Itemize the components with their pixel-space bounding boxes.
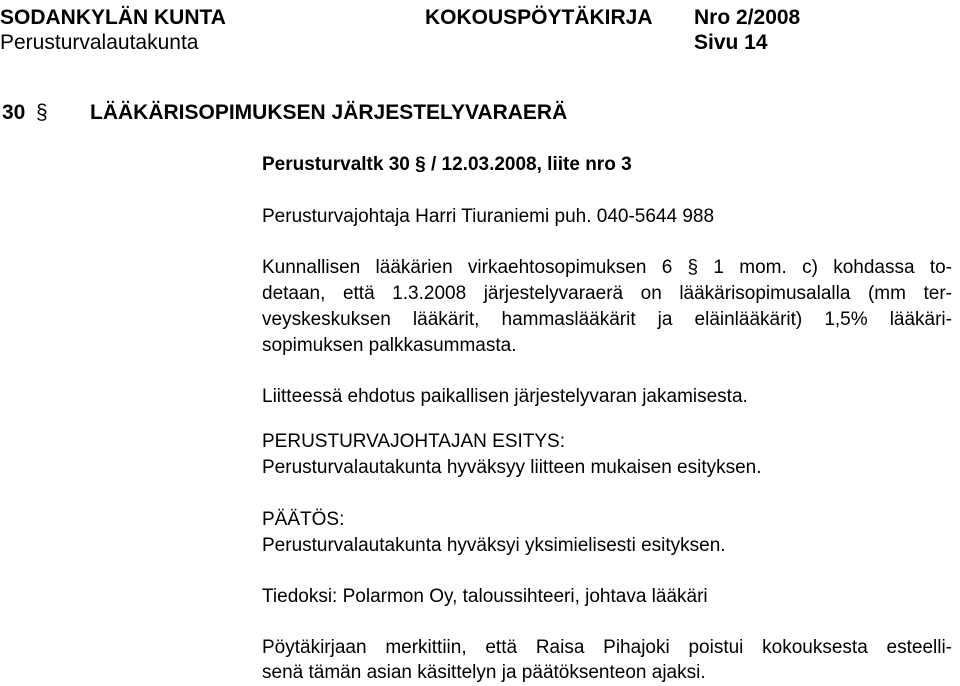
minutes-note-line: senä tämän asian käsittelyn ja päätöksenteon ajaksi. <box>262 662 706 683</box>
proposal-heading: PERUSTURVAJOHTAJAN ESITYS: <box>262 431 565 452</box>
body-line: Kunnallisen lääkärien virkaehtosopimuksen 6 § 1 mom. c) kohdassa to- <box>262 257 952 278</box>
distribution-line: Tiedoksi: Polarmon Oy, taloussihteeri, johtava lääkäri <box>262 586 708 607</box>
attachment-note: Liitteessä ehdotus paikallisen järjestelyvaran jakamisesta. <box>262 386 748 407</box>
committee-name: Perusturvalautakunta <box>0 31 199 54</box>
body-line: sopimuksen palkkasummasta. <box>262 335 517 356</box>
section-title: LÄÄKÄRISOPIMUKSEN JÄRJESTELYVARAERÄ <box>90 101 568 124</box>
contact-line: Perusturvajohtaja Harri Tiuraniemi puh. 040-5644 988 <box>262 206 715 227</box>
body-line: detaan, että 1.3.2008 järjestelyvaraerä on lääkärisopimusalalla (mm ter- <box>262 283 952 304</box>
page-number: Sivu 14 <box>694 31 768 54</box>
municipality-name: SODANKYLÄN KUNTA <box>0 6 226 29</box>
document-type: KOKOUSPÖYTÄKIRJA <box>425 6 653 29</box>
body-line: veyskeskuksen lääkärit, hammaslääkärit ja eläinlääkärit) 1,5% lääkäri- <box>262 309 952 330</box>
decision-heading: PÄÄTÖS: <box>262 509 345 530</box>
reference-line: Perusturvaltk 30 § / 12.03.2008, liite nro 3 <box>262 154 632 175</box>
decision-text: Perusturvalautakunta hyväksyi yksimielisesti esityksen. <box>262 535 726 556</box>
section-number: 30 <box>2 101 26 124</box>
minutes-note-line: Pöytäkirjaan merkittiin, että Raisa Pihajoki poistui kokouksesta esteelli- <box>262 637 952 658</box>
section-symbol: § <box>36 101 48 124</box>
proposal-text: Perusturvalautakunta hyväksyy liitteen mukaisen esityksen. <box>262 457 762 478</box>
document-number: Nro 2/2008 <box>694 6 801 29</box>
